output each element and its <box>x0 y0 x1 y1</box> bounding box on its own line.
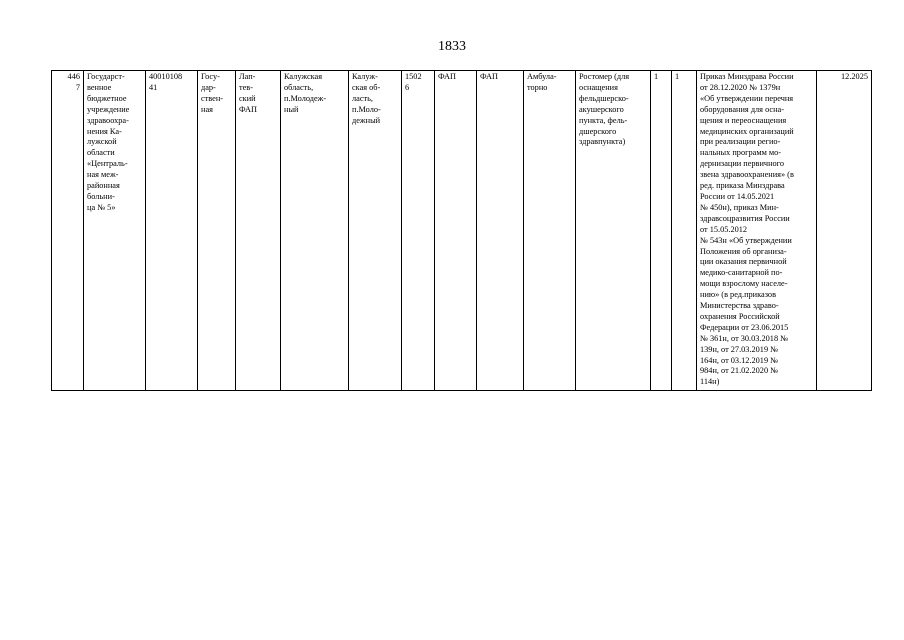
quantity-planned-cell: 1 <box>672 71 697 391</box>
facility-name-cell: Лап- тев- ский ФАП <box>236 71 281 391</box>
locality-cell: Калуж- ская об- ласть, п.Моло- дежный <box>349 71 402 391</box>
inn-cell: 40010108 41 <box>146 71 198 391</box>
ownership-cell: Госу- дар- ствен- ная <box>198 71 236 391</box>
legal-basis-cell: Приказ Минздрава России от 28.12.2020 № 1379н «Об утверждении перечня оборудования для осна- щения и переоснащения медицинских организаций при реализации регио- нальных программ мо- дернизации первичного звена здравоохранения» (в ред. приказа Минздрава России от 14.05.2021 № 450н), приказ Мин- здравсоцразвития России от 15.05.2012 № 543н «Об утверждении Положения об организа- ции оказания первичной медико-санитарной по- мощи взрослому населе- нию» (в ред.приказов Министерства здраво- охранения Российской Федерации от 23.06.2015 № 361н, от 30.03.2018 № 139н, от 27.03.2019 № 164н, от 03.12.2019 № 984н, от 21.02.2020 № 114н) <box>697 71 817 391</box>
care-conditions-cell: Амбула- торно <box>524 71 576 391</box>
due-date-cell: 12.2025 <box>817 71 872 391</box>
row-number-cell: 446 7 <box>52 71 84 391</box>
equipment-cell: Ростомер (для оснащения фельдшерско- акушерского пункта, фель- дшерского здравпункта) <box>576 71 651 391</box>
facility-type-cell: ФАП <box>435 71 477 391</box>
subdivision-type-cell: ФАП <box>477 71 524 391</box>
address-cell: Калужская область, п.Молодеж- ный <box>281 71 349 391</box>
quantity-cell: 1 <box>651 71 672 391</box>
page-number: 1833 <box>438 39 466 54</box>
code-cell: 1502 6 <box>402 71 435 391</box>
institution-cell: Государст- венное бюджетное учреждение здравоохра- нения Ка- лужской области «Централь- ная меж- районная больни- ца № 5» <box>84 71 146 391</box>
registry-table <box>51 70 872 391</box>
table-row <box>52 71 872 391</box>
